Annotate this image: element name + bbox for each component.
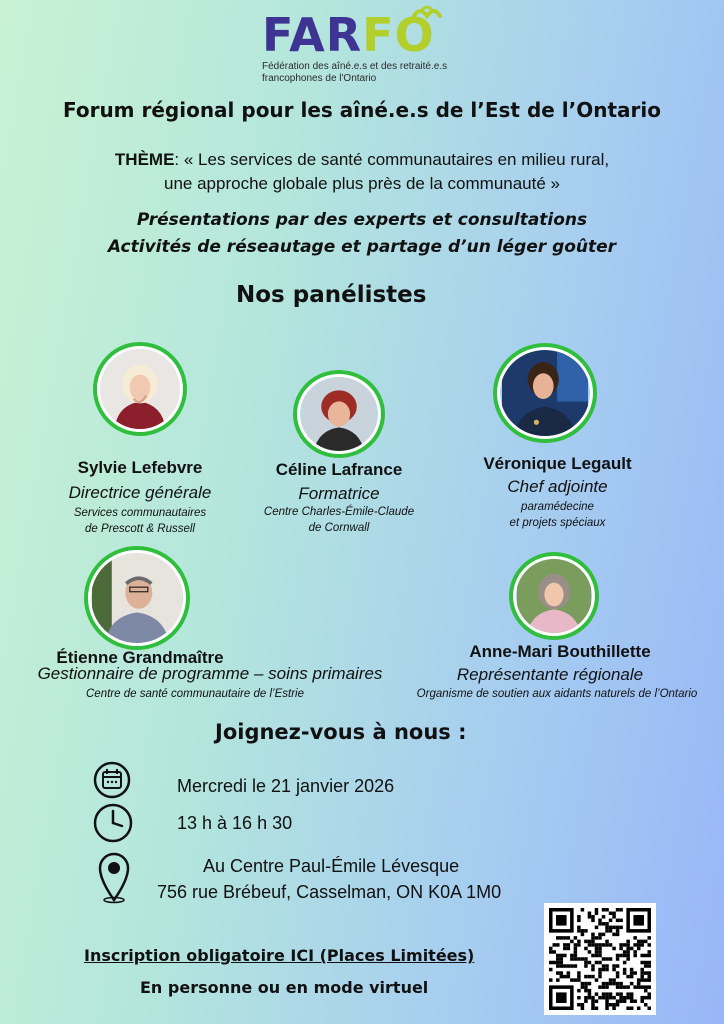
panelist-org: Services communautaires de Prescott & Russell <box>73 507 207 535</box>
qr-code[interactable] <box>544 903 656 1015</box>
panelists-heading: Nos panélistes <box>236 282 427 308</box>
clock-icon <box>92 802 134 844</box>
panelist-name: Céline Lafrance <box>275 460 403 479</box>
panelist-org: Organisme de soutien aux aidants naturels de l’Ontario <box>416 688 698 700</box>
panelist-name: Sylvie Lefebvre <box>77 458 203 477</box>
calendar-icon <box>92 760 132 800</box>
portrait-etienne <box>88 550 186 646</box>
panelist-name: Étienne Grandmaître <box>56 648 224 667</box>
avatar-etienne <box>84 546 190 650</box>
activities-text: Présentations par des experts et consultations Activités de réseautage et partage d’un léger goûter <box>107 210 617 257</box>
theme-label: THÈME <box>114 150 175 169</box>
attendance-mode: En personne ou en mode virtuel <box>140 978 429 997</box>
event-date: Mercredi le 21 janvier 2026 <box>177 776 395 796</box>
portrait-veronique <box>497 347 593 439</box>
logo-wordmark: FARFO <box>262 8 435 62</box>
panelist-name: Anne-Mari Bouthillette <box>469 642 651 661</box>
portrait-sylvie <box>97 346 183 432</box>
avatar-celine <box>293 370 385 458</box>
logo-subtitle: Fédération des aîné.e.s et des retraité.e.s francophones de l'Ontario <box>262 61 448 84</box>
event-venue: Au Centre Paul-Émile Lévesque <box>203 856 460 876</box>
panelist-role: Chef adjointe <box>507 477 608 496</box>
portrait-anne-mari <box>513 556 595 636</box>
portrait-celine <box>297 374 381 454</box>
location-pin-icon <box>96 850 132 904</box>
avatar-sylvie <box>93 342 187 436</box>
theme-text: THÈME: « Les services de santé communautaires en milieu rural, une approche globale plus près de la communauté » <box>114 150 610 193</box>
join-heading: Joignez-vous à nous : <box>215 720 467 744</box>
panelist-org: Centre de santé communautaire de l’Estrie <box>86 688 304 700</box>
panelist-role: Représentante régionale <box>456 665 644 684</box>
logo-leaf-icon <box>410 6 444 34</box>
panelist-role: Directrice générale <box>68 483 212 502</box>
panelist-role: Formatrice <box>298 484 380 503</box>
event-address: 756 rue Brébeuf, Casselman, ON K0A 1M0 <box>157 882 502 902</box>
page-title: Forum régional pour les aîné.e.s de l’Est de l’Ontario <box>62 98 662 122</box>
event-time: 13 h à 16 h 30 <box>177 813 293 833</box>
avatar-anne-mari <box>509 552 599 640</box>
panelist-name: Véronique Legault <box>483 454 632 473</box>
panelist-role: Gestionnaire de programme – soins primaires <box>37 664 383 683</box>
panelist-org: Centre Charles-Émile-Claude de Cornwall <box>263 506 415 534</box>
registration-link[interactable]: Inscription obligatoire ICI (Places Limitées) <box>84 946 475 965</box>
qr-code-pattern <box>549 908 651 1010</box>
avatar-veronique <box>493 343 597 443</box>
panelist-org: paramédecine et projets spéciaux <box>509 501 606 529</box>
